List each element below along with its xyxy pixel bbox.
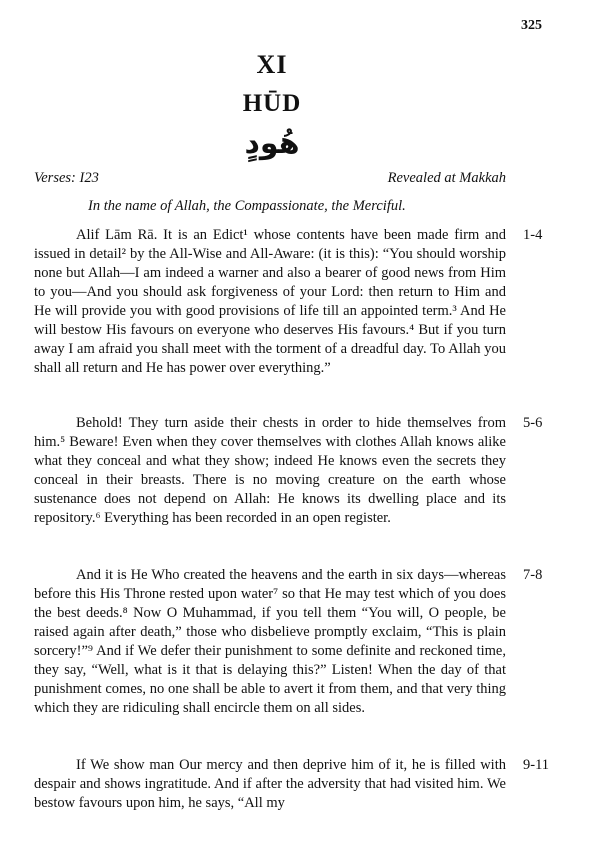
verse-range: 5-6: [523, 415, 543, 431]
verse-count: Verses: I23: [34, 170, 99, 186]
surah-title: HŪD: [242, 90, 302, 117]
passage-text: Behold! They turn aside their chests in order to hide themselves from him.⁵ Beware! Even when they cover themselves with clothes Allah knows alike what they conceal and what they show; indeed He knows even the secrets they conceal in their breasts. There is no moving creature on the earth whose sustenance does not depend on Allah: He knows its dwelling place and its repository.⁶ Everything has been recorded in an open register.: [34, 415, 506, 526]
verse-range: 9-11: [523, 757, 550, 773]
surah-number: XI: [256, 50, 288, 79]
passage-text: If We show man Our mercy and then deprive him of it, he is filled with despair and shows ingratitude. And if after the adversity that had visited him. We bestow favours upon him, he says, “All my: [34, 757, 506, 811]
verse-range: 1-4: [523, 227, 543, 243]
verse-range: 7-8: [523, 567, 543, 583]
surah-title-arabic: هُودٍ: [244, 126, 300, 161]
passage-text: Alif Lām Rā. It is an Edict¹ whose contents have been made firm and issued in detail² by the All-Wise and All-Aware: (it is this): “You should worship none but Allah—I am indeed a warner and also a bearer of good news from Him to you—And you should ask forgiveness of your Lord: then return to Him and He will provide you with good provisions of life till an appointed term.³ And He will bestow His favours on everyone who deserves His favours.⁴ But if you turn away I am afraid you shall meet with the torment of a dreadful day. To Allah you shall all return and He has power over everything.”: [34, 227, 506, 376]
passage-text: And it is He Who created the heavens and the earth in six days—whereas before this His Throne rested upon water⁷ so that He may test which of you does the best deeds.⁸ Now O Muhammad, if you tell them “You will, O people, be raised again after death,” those who disbelieve promptly exclaim, “This is plain sorcery!”⁹ And if We defer their punishment to some definite and reckoned time, they say, “Well, what is it that is delaying this?” Listen! When the day of that punishment comes, no one shall be able to avert it from them, and that very thing which they are ridiculing shall encircle them on all sides.: [34, 567, 506, 716]
page-number: 325: [521, 18, 542, 33]
revelation-place: Revealed at Makkah: [387, 170, 506, 186]
bismillah: In the name of Allah, the Compassionate, the Merciful.: [88, 198, 406, 214]
